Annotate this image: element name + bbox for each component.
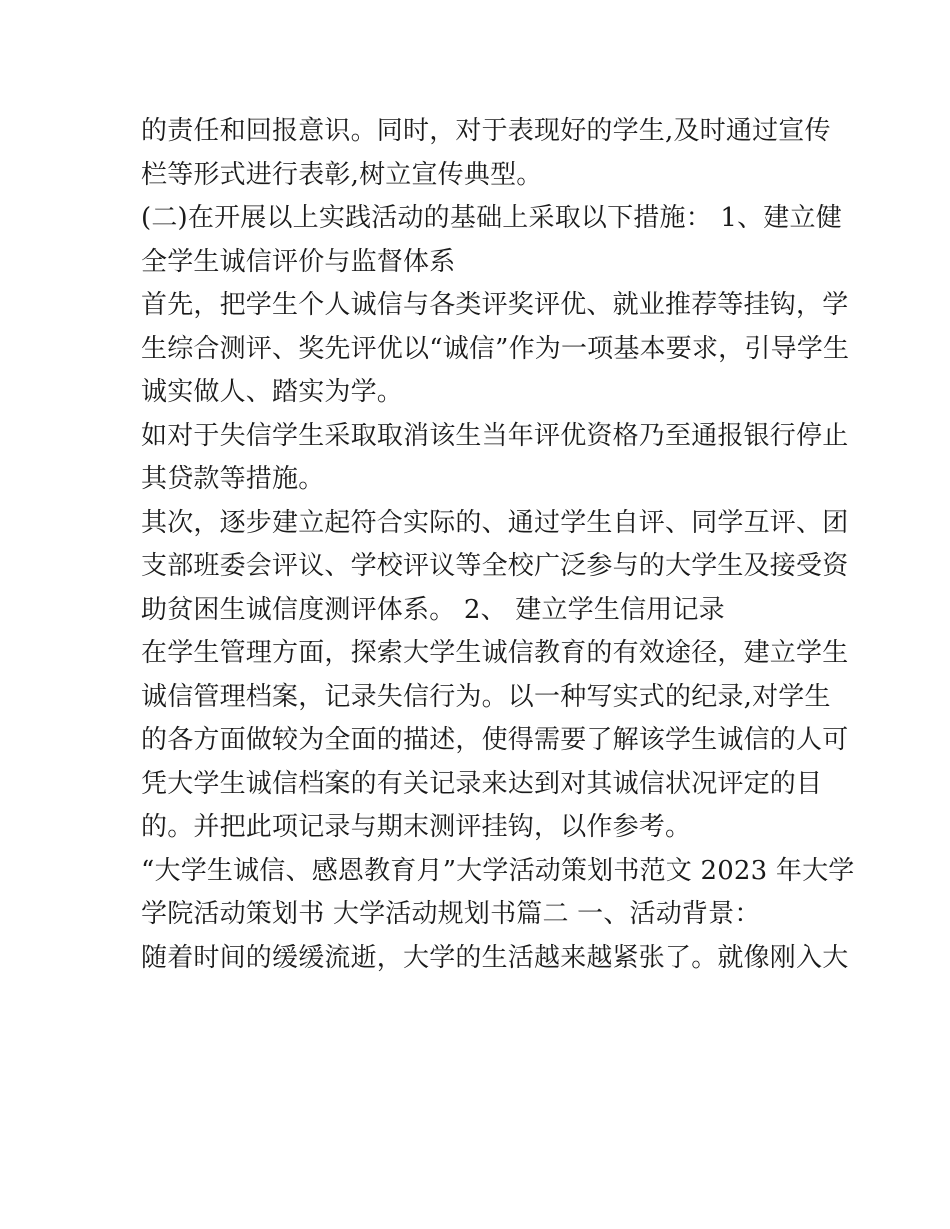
- text-line: “大学生诚信、感恩教育月”大学活动策划书范文 2023 年大学: [141, 855, 855, 886]
- text-line: 助贫困生诚信度测评体系。 2、 建立学生信用记录: [141, 594, 725, 625]
- text-line: 诚实做人、踏实为学。: [141, 377, 404, 407]
- text-line: 首先，把学生个人诚信与各类评奖评优、就业推荐等挂钩，学: [141, 290, 849, 320]
- text-line: 其贷款等措施。: [141, 464, 325, 494]
- text-line: 的各方面做较为全面的描述，使得需要了解该学生诚信的人可: [141, 725, 849, 755]
- text-line: (二)在开展以上实践活动的基础上采取以下措施： 1、建立健: [141, 203, 842, 233]
- text-line: 如对于失信学生采取取消该生当年评优资格乃至通报银行停止: [141, 420, 849, 451]
- text-line: 其次，逐步建立起符合实际的、通过学生自评、同学互评、团: [141, 507, 849, 538]
- text-line: 凭大学生诚信档案的有关记录来达到对其诚信状况评定的目: [141, 768, 823, 799]
- text-line: 的。并把此项记录与期末测评挂钩，以作参考。: [141, 812, 692, 842]
- text-line: 生综合测评、奖先评优以“诚信”作为一项基本要求，引导学生: [141, 333, 850, 364]
- text-line: 全学生诚信评价与监督体系: [141, 246, 456, 277]
- text-line: 诚信管理档案，记录失信行为。以一种写实式的纪录,对学生: [141, 681, 831, 712]
- text-line: 随着时间的缓缓流逝，大学的生活越来越紧张了。就像刚入大: [141, 942, 849, 973]
- text-line: 在学生管理方面，探索大学生诚信教育的有效途径，建立学生: [141, 638, 849, 668]
- text-line: 支部班委会评议、学校评议等全校广泛参与的大学生及接受资: [141, 551, 849, 581]
- text-line: 学院活动策划书 大学活动规划书篇二 一、活动背景：: [141, 899, 761, 929]
- text-line: 的责任和回报意识。同时，对于表现好的学生,及时通过宣传: [141, 116, 831, 146]
- text-line: 栏等形式进行表彰,树立宣传典型。: [141, 159, 543, 190]
- document-body: [141, 110, 855, 980]
